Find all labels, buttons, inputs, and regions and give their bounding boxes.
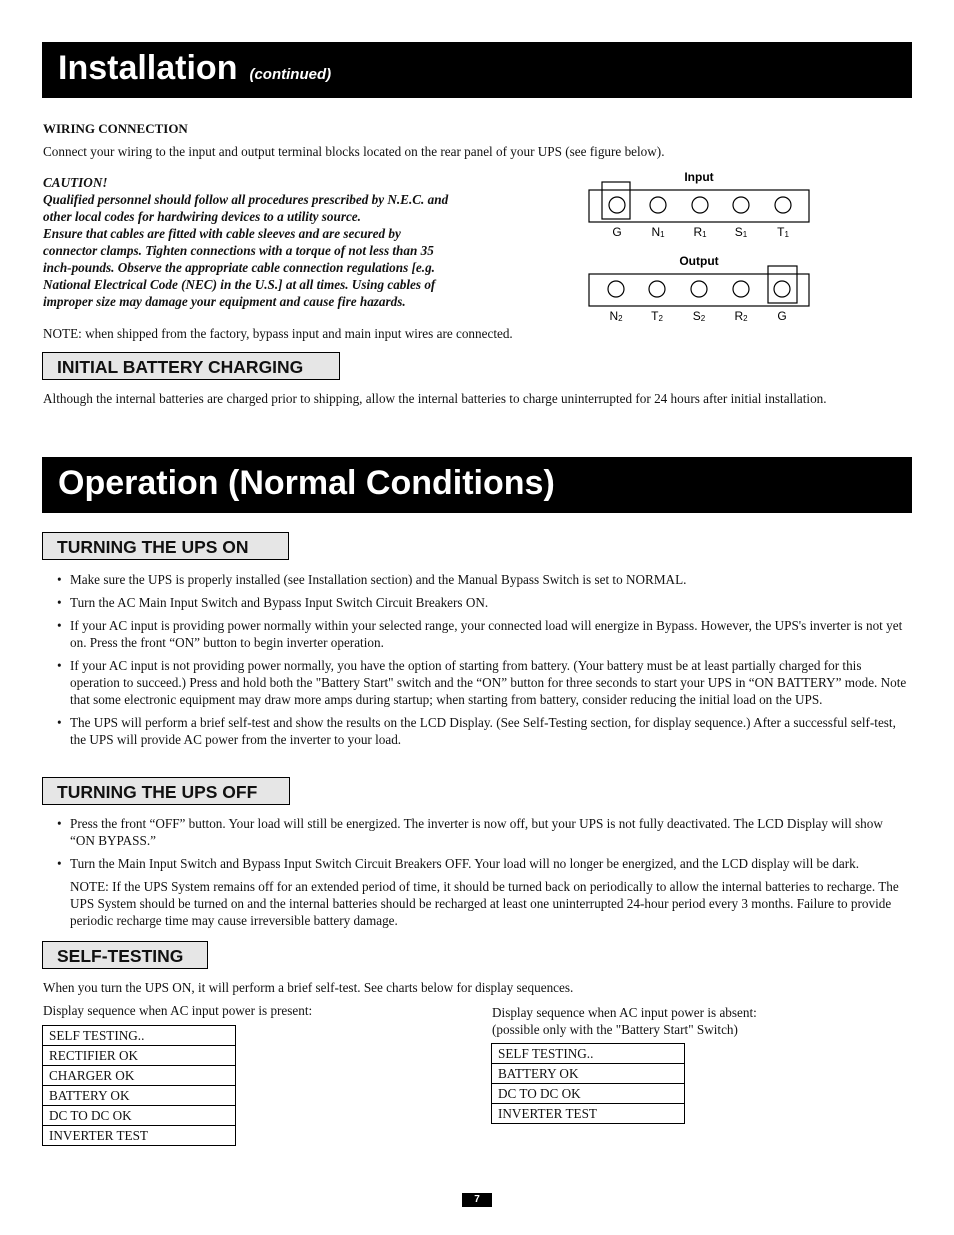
table-cell: BATTERY OK xyxy=(43,1086,236,1106)
turning-off-list xyxy=(43,815,911,929)
table-cell: INVERTER TEST xyxy=(492,1104,685,1124)
output-terminals xyxy=(608,281,790,323)
operation-banner xyxy=(42,457,912,513)
table-row xyxy=(43,1086,236,1106)
caution-block xyxy=(43,174,448,310)
initial-battery-heading: INITIAL BATTERY CHARGING xyxy=(42,352,340,380)
present-caption: Display sequence when AC input power is present: xyxy=(43,1003,313,1018)
input-terminal-label: T1 xyxy=(777,225,789,239)
table-cell: DC TO DC OK xyxy=(43,1106,236,1126)
installation-banner xyxy=(42,42,912,98)
list-item: • The UPS will perform a brief self-test and show the results on the LCD Display. (See Self-Testing section, for display sequence.) After a successful self-test, the UPS will provide AC power from the inverter to your load. xyxy=(43,714,911,748)
caution-line: inch-pounds. Observe the appropriate cable connection regulations [e.g. xyxy=(43,260,435,275)
table-row xyxy=(492,1104,685,1124)
turning-off-heading: TURNING THE UPS OFF xyxy=(42,777,290,805)
initial-battery-text: Although the internal batteries are charged prior to shipping, allow the internal batteries to charge uninterrupted for 24 hours after initial installation. xyxy=(43,391,827,406)
table-row xyxy=(43,1046,236,1066)
self-testing-intro: When you turn the UPS ON, it will perform a brief self-test. See charts below for display sequences. xyxy=(43,980,574,995)
table-cell: SELF TESTING.. xyxy=(492,1044,685,1064)
caution-line: Qualified personnel should follow all procedures prescribed by N.E.C. and xyxy=(43,192,449,207)
table-cell: SELF TESTING.. xyxy=(43,1026,236,1046)
output-terminal-subscript: 2 xyxy=(658,314,663,323)
table-row xyxy=(492,1084,685,1104)
output-terminal-label: T2 xyxy=(651,309,663,323)
self-testing-heading: SELF-TESTING xyxy=(42,941,208,969)
output-label: Output xyxy=(679,254,719,268)
table-cell: INVERTER TEST xyxy=(43,1126,236,1146)
absent-caption: Display sequence when AC input power is absent: xyxy=(492,1005,757,1020)
caution-line: connector clamps. Tighten connections with a torque of not less than 35 xyxy=(43,243,434,258)
table-row xyxy=(492,1044,685,1064)
installation-title-text: Installation xyxy=(58,49,238,87)
output-terminal-subscript: 2 xyxy=(700,314,706,323)
input-terminal-subscript: 1 xyxy=(784,230,789,239)
output-terminal-subscript: 2 xyxy=(743,314,748,323)
wiring-heading: WIRING CONNECTION xyxy=(43,121,188,136)
turning-off-note: NOTE: If the UPS System remains off for an extended period of time, it should be turned back on periodically to allow the internal batteries to recharge. The UPS System should be turned on and the internal batteries should be recharged at least one uninterrupted 24-hour period every 3 months. Failure to provide periodic recharge time may cause irreversible battery damage. xyxy=(70,879,899,928)
list-item: • Turn the Main Input Switch and Bypass Input Switch Circuit Breakers OFF. Your load will no longer be energized, and the LCD display will be dark. xyxy=(43,855,911,872)
output-terminal-circle xyxy=(649,281,665,297)
output-terminal-circle xyxy=(733,281,749,297)
output-terminal-circle xyxy=(774,281,790,297)
installation-note: NOTE: when shipped from the factory, bypass input and main input wires are connected. xyxy=(43,326,513,341)
input-terminal-label: S1 xyxy=(734,225,748,239)
page-number: 7 xyxy=(462,1193,492,1207)
output-terminal-label: G xyxy=(777,309,787,323)
output-terminal-block xyxy=(589,274,809,306)
input-label: Input xyxy=(684,170,714,184)
list-item: • Press the front “OFF” button. Your load will still be energized. The inverter is now off, but your UPS is not fully deactivated. The LCD Display will show “ON BYPASS.” xyxy=(43,815,911,849)
absent-caption-note: (possible only with the "Battery Start" Switch) xyxy=(492,1022,738,1037)
output-terminal-circle xyxy=(608,281,624,297)
table-row xyxy=(43,1066,236,1086)
table-cell: BATTERY OK xyxy=(492,1064,685,1084)
input-terminal-label: G xyxy=(612,225,622,239)
output-terminal-subscript: 2 xyxy=(618,314,623,323)
output-terminal-label: R2 xyxy=(734,309,748,323)
caution-line: other local codes for hardwiring devices to a utility source. xyxy=(43,209,361,224)
list-item: • If your AC input is not providing power normally, you have the option of starting from battery. (Your battery must be at least partially charged for this operation to succeed.) Press and hold both the "Battery Start" switch and the “ON” button for three seconds to start your UPS in “ON BATTERY” mode. Note that some electronic equipment may draw more amps during startup; when starting from battery, consider reducing the initial load on the UPS. xyxy=(43,657,911,708)
input-terminal-circle xyxy=(775,197,791,213)
table-row xyxy=(43,1026,236,1046)
caution-line: Ensure that cables are fitted with cable sleeves and are secured by xyxy=(43,226,401,241)
list-item: • Turn the AC Main Input Switch and Bypass Input Switch Circuit Breakers ON. xyxy=(43,594,911,611)
list-item: • Make sure the UPS is properly installed (see Installation section) and the Manual Bypass Switch is set to NORMAL. xyxy=(43,571,911,588)
caution-line: National Electrical Code (NEC) in the U.S.] at all times. Using cables of xyxy=(43,277,436,292)
input-terminal-subscript: 1 xyxy=(702,230,707,239)
turning-on-list xyxy=(43,571,911,754)
wiring-text: Connect your wiring to the input and output terminal blocks located on the rear panel of your UPS (see figure below). xyxy=(43,144,665,159)
caution-line: CAUTION! xyxy=(43,175,108,190)
present-sequence-table xyxy=(42,1025,236,1146)
table-row xyxy=(43,1106,236,1126)
absent-sequence-table xyxy=(491,1043,685,1124)
table-cell: DC TO DC OK xyxy=(492,1084,685,1104)
input-terminals xyxy=(609,197,791,239)
table-cell: CHARGER OK xyxy=(43,1066,236,1086)
input-terminal-subscript: 1 xyxy=(660,230,665,239)
operation-title: Operation (Normal Conditions) xyxy=(58,464,555,502)
caution-line: improper size may damage your equipment and cause fire hazards. xyxy=(43,294,406,309)
terminal-block-diagram xyxy=(580,165,820,330)
input-terminal-circle xyxy=(609,197,625,213)
input-terminal-circle xyxy=(692,197,708,213)
output-terminal-label: N2 xyxy=(609,309,623,323)
input-terminal-label: R1 xyxy=(693,225,707,239)
input-terminal-circle xyxy=(650,197,666,213)
input-terminal-block xyxy=(589,190,809,222)
table-cell: RECTIFIER OK xyxy=(43,1046,236,1066)
table-row xyxy=(43,1126,236,1146)
installation-title xyxy=(58,49,331,88)
list-item: • If your AC input is providing power normally within your selected range, your connected load will energize in Bypass. However, the UPS's inverter is not yet on. Press the front “ON” button to begin inverter operation. xyxy=(43,617,911,651)
output-terminal-circle xyxy=(691,281,707,297)
input-terminal-label: N1 xyxy=(651,225,665,239)
output-terminal-label: S2 xyxy=(692,309,706,323)
continued-label: (continued) xyxy=(249,66,332,83)
table-row xyxy=(492,1064,685,1084)
input-terminal-subscript: 1 xyxy=(742,230,748,239)
input-terminal-circle xyxy=(733,197,749,213)
turning-on-heading: TURNING THE UPS ON xyxy=(42,532,289,560)
